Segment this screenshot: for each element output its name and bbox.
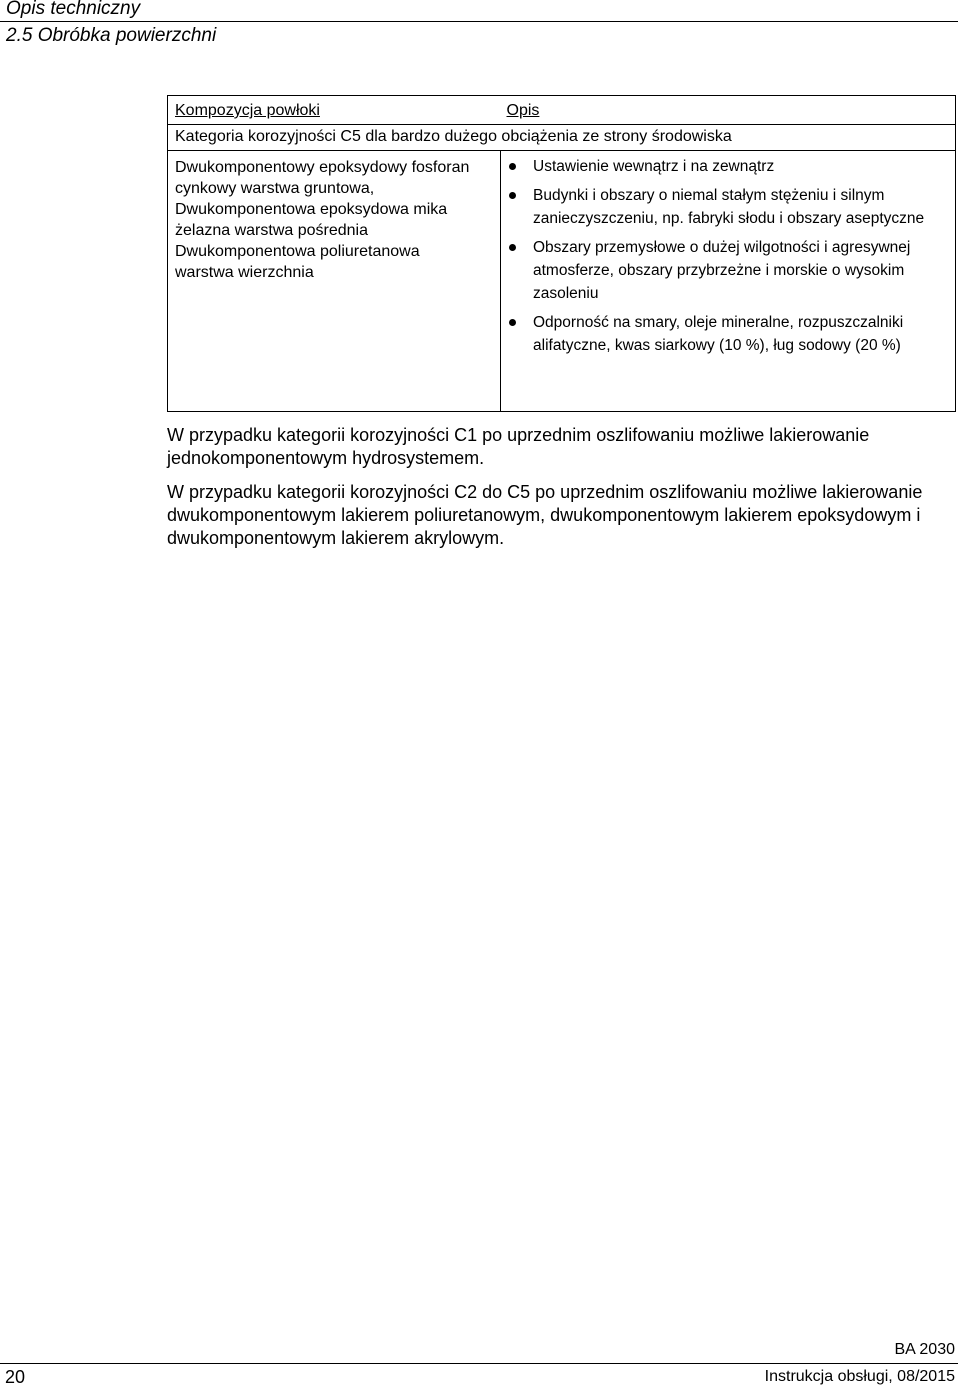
column-header-description: Opis [501, 96, 956, 125]
category-row [168, 125, 956, 151]
list-item [507, 236, 947, 305]
composition-line: Dwukomponentowa epoksydowa mika [175, 201, 448, 218]
composition-line: warstwa wierzchnia [175, 264, 314, 281]
footer-divider [0, 1363, 958, 1364]
coating-composition-cell [168, 151, 501, 412]
composition-line: Dwukomponentowy epoksydowy fosforan [175, 159, 470, 176]
list-item-text: Ustawienie wewnątrz i na zewnątrz [533, 158, 775, 175]
list-item-text: Obszary przemysłowe o dużej wilgotności i agresywnej atmosferze, obszary przybrzeżne i morskie o wysokim zasoleniu [533, 239, 911, 302]
list-item-text: Budynki i obszary o niemal stałym stężeniu i silnym zanieczyszczeniu, np. fabryki słodu i obszary aseptyczne [533, 187, 925, 227]
list-item [507, 311, 947, 357]
description-list [507, 155, 947, 357]
list-item-text: Odporność na smary, oleje mineralne, rozpuszczalniki alifatyczne, kwas siarkowy (10 %), ług sodowy (20 %) [533, 314, 904, 354]
list-item [507, 184, 947, 230]
description-cell [501, 151, 956, 412]
manual-info: Instrukcja obsługi, 08/2015 [764, 1368, 955, 1385]
document-code: BA 2030 [894, 1341, 955, 1358]
bullet-icon [509, 244, 516, 251]
composition-line: żelazna warstwa pośrednia [175, 222, 368, 239]
coating-table [167, 95, 956, 412]
list-item [507, 155, 947, 178]
header-title: Opis techniczny [6, 0, 141, 19]
page-number: 20 [5, 1367, 26, 1387]
paragraph-c1: W przypadku kategorii korozyjności C1 po uprzednim oszlifowaniu możliwe lakierowanie jednokomponentowym hydrosystemem. [167, 425, 870, 468]
composition-line: Dwukomponentowa poliuretanowa [175, 243, 420, 260]
bullet-icon [509, 192, 516, 199]
section-heading: 2.5 Obróbka powierzchni [6, 25, 217, 46]
table-header-row [168, 96, 956, 125]
corrosion-category: Kategoria korozyjności C5 dla bardzo dużego obciążenia ze strony środowiska [168, 125, 956, 151]
paragraph-c2-c5: W przypadku kategorii korozyjności C2 do C5 po uprzednim oszlifowaniu możliwe lakierowanie dwukomponentowym lakierem poliuretanowym, dwukomponentowym lakierem epoksydowym i dwukomponentowym lakierem akrylowym. [167, 482, 923, 548]
bullet-icon [509, 319, 516, 326]
bullet-icon [509, 163, 516, 170]
column-header-composition: Kompozycja powłoki [168, 96, 501, 125]
table-row [168, 151, 956, 412]
header-divider [0, 21, 958, 22]
composition-line: cynkowy warstwa gruntowa, [175, 180, 375, 197]
